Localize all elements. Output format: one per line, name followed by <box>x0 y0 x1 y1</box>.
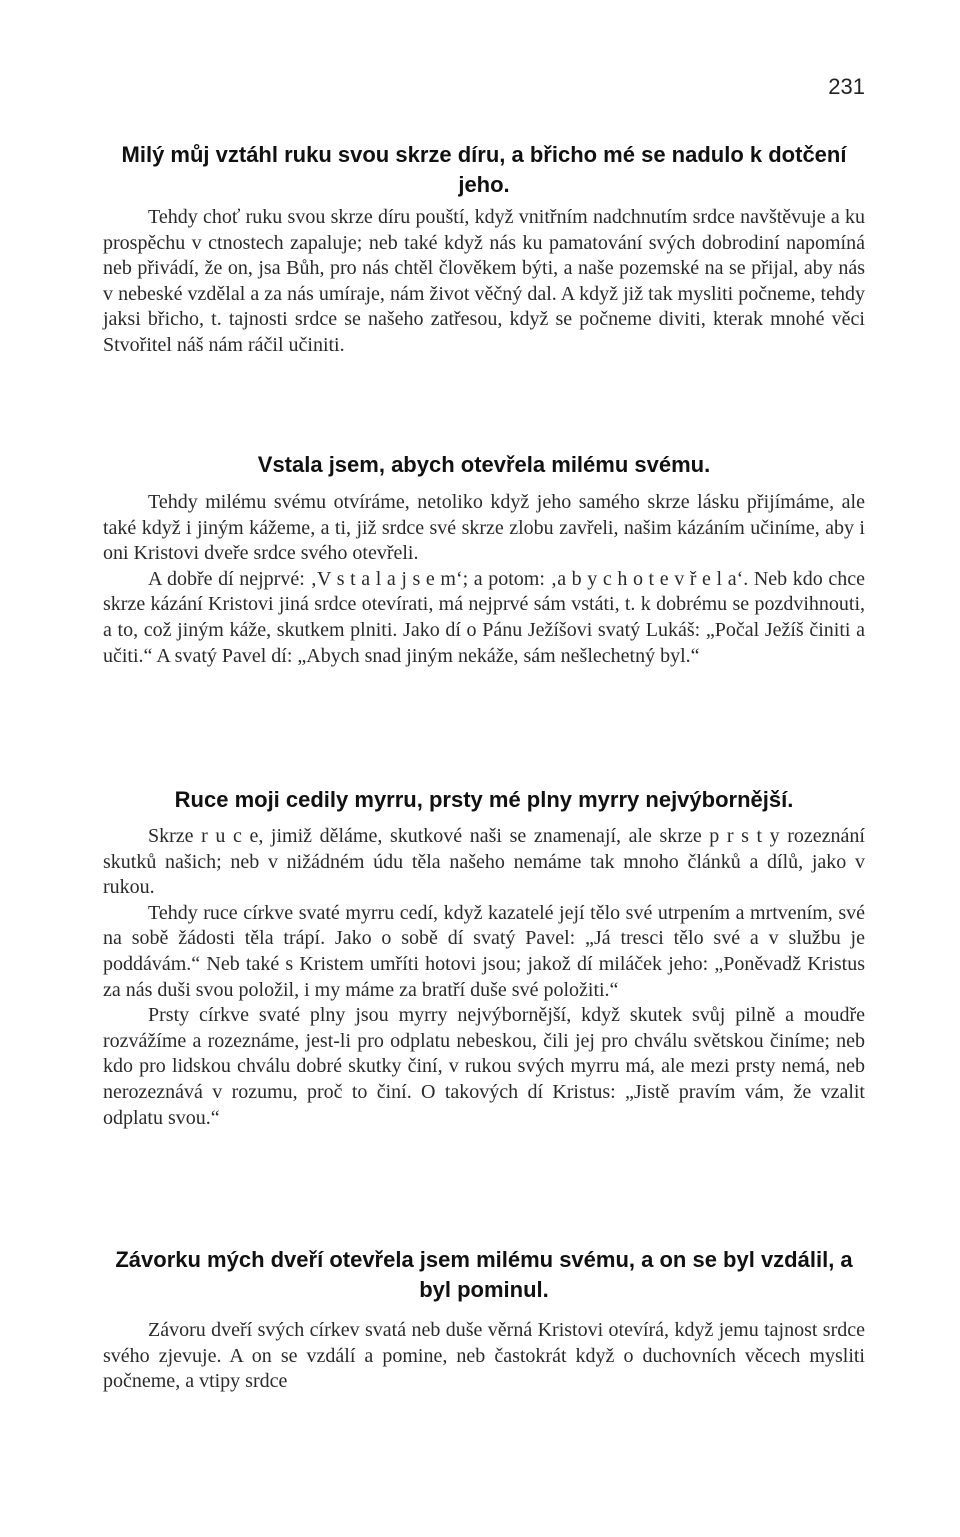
section-body <box>103 1318 865 1395</box>
paragraph: Závoru dveří svých církev svatá neb duše věrná Kristovi otevírá, když jemu tajnost srdce svého zjevuje. A on se vzdálí a pomine, neb častokrát když o duchovních věcech mysliti počneme, a vtipy srdce <box>103 1319 865 1393</box>
section-heading: Ruce moji cedily myrru, prsty mé plny myrry nejvýbornější. <box>174 787 794 812</box>
page-number: 231 <box>828 74 865 99</box>
paragraph: A dobře dí nejprvé: ‚V s t a l a j s e m‘; a potom: ‚a b y c h o t e v ř e l a‘. Neb kdo chce skrze kázání Kristovi jiná srdce otevírati, má nejprvé sám vstáti, t. k dobrému se pozdvihnouti, a to, což jiným káže, skutkem plniti. Jako dí o Pánu Ježíšovi svatý Lukáš: „Počal Ježíš činiti a učiti.“ A svatý Pavel dí: „Abych snad jiným nekáže, sám nešlechetný byl.“ <box>103 567 865 667</box>
paragraph: Tehdy milému svému otvíráme, netoliko když jeho samého skrze lásku přijímáme, ale také když i jiným kážeme, a ti, již srdce své skrze zlobu zavřeli, našim kázáním učiníme, aby i oni Kristovi dveře srdce svého otevřeli. <box>103 491 865 565</box>
section-heading: Vstala jsem, abych otevřela milému svému. <box>257 452 711 477</box>
section-heading: Závorku mých dveří otevřela jsem milému svému, a on se byl vzdálil, a byl pominul. <box>115 1247 853 1302</box>
paragraph: Prsty církve svaté plny jsou myrry nejvýbornější, když skutek svůj pilně a moudře rozvážíme a rozeznáme, jest-li pro odplatu nebeskou, čili jej pro chválu světskou činíme; neb kdo pro lidskou chválu dobré skutky činí, v rukou svých myrru má, ale mezi prsty nemá, neb nerozeznává v rozumu, proč to činí. O takových dí Kristus: „Jistě pravím vám, že vzalit odplatu svou.“ <box>103 1004 865 1129</box>
paragraph: Tehdy ruce církve svaté myrru cedí, když kazatelé její tělo své utrpením a mrtvením, své na sobě žádosti těla trápí. Jako o sobě dí svatý Pavel: „Já tresci tělo své a v službu je poddávám.“ Neb také s Kristem umříti hotovi jsou; jakož dí miláček jeho: „Poněvadž Kristus za nás duši svou položil, i my máme za bratří duše své položiti.“ <box>103 901 865 1001</box>
section-body <box>103 490 865 669</box>
section-body <box>103 824 865 1131</box>
section-heading: Milý můj vztáhl ruku svou skrze díru, a břicho mé se nadulo k dotčení jeho. <box>121 142 847 197</box>
paragraph: Tehdy choť ruku svou skrze díru pouští, když vnitřním nadchnutím srdce navštěvuje a ku prospěchu v ctnostech zapaluje; neb také když nás ku pamatování svých dobrodiní napomíná neb přivádí, že on, jsa Bůh, pro nás chtěl člověkem býti, a naše pozemské na se přijal, aby nás v nebeské vzdělal a za nás umíraje, nám život věčný dal. A když již tak mysliti počneme, tehdy jaksi břicho, t. tajnosti srdce se našeho zatřesou, když se počneme diviti, kterak mnohé věci Stvořitel náš nám ráčil učiniti. <box>103 206 865 356</box>
section-body <box>103 205 865 359</box>
paragraph: Skrze r u c e, jimiž děláme, skutkové naši se znamenají, ale skrze p r s t y rozeznání skutků našich; neb v nižádném údu těla našeho nemáme tak mnoho článků a dílů, jako v rukou. <box>103 825 865 899</box>
